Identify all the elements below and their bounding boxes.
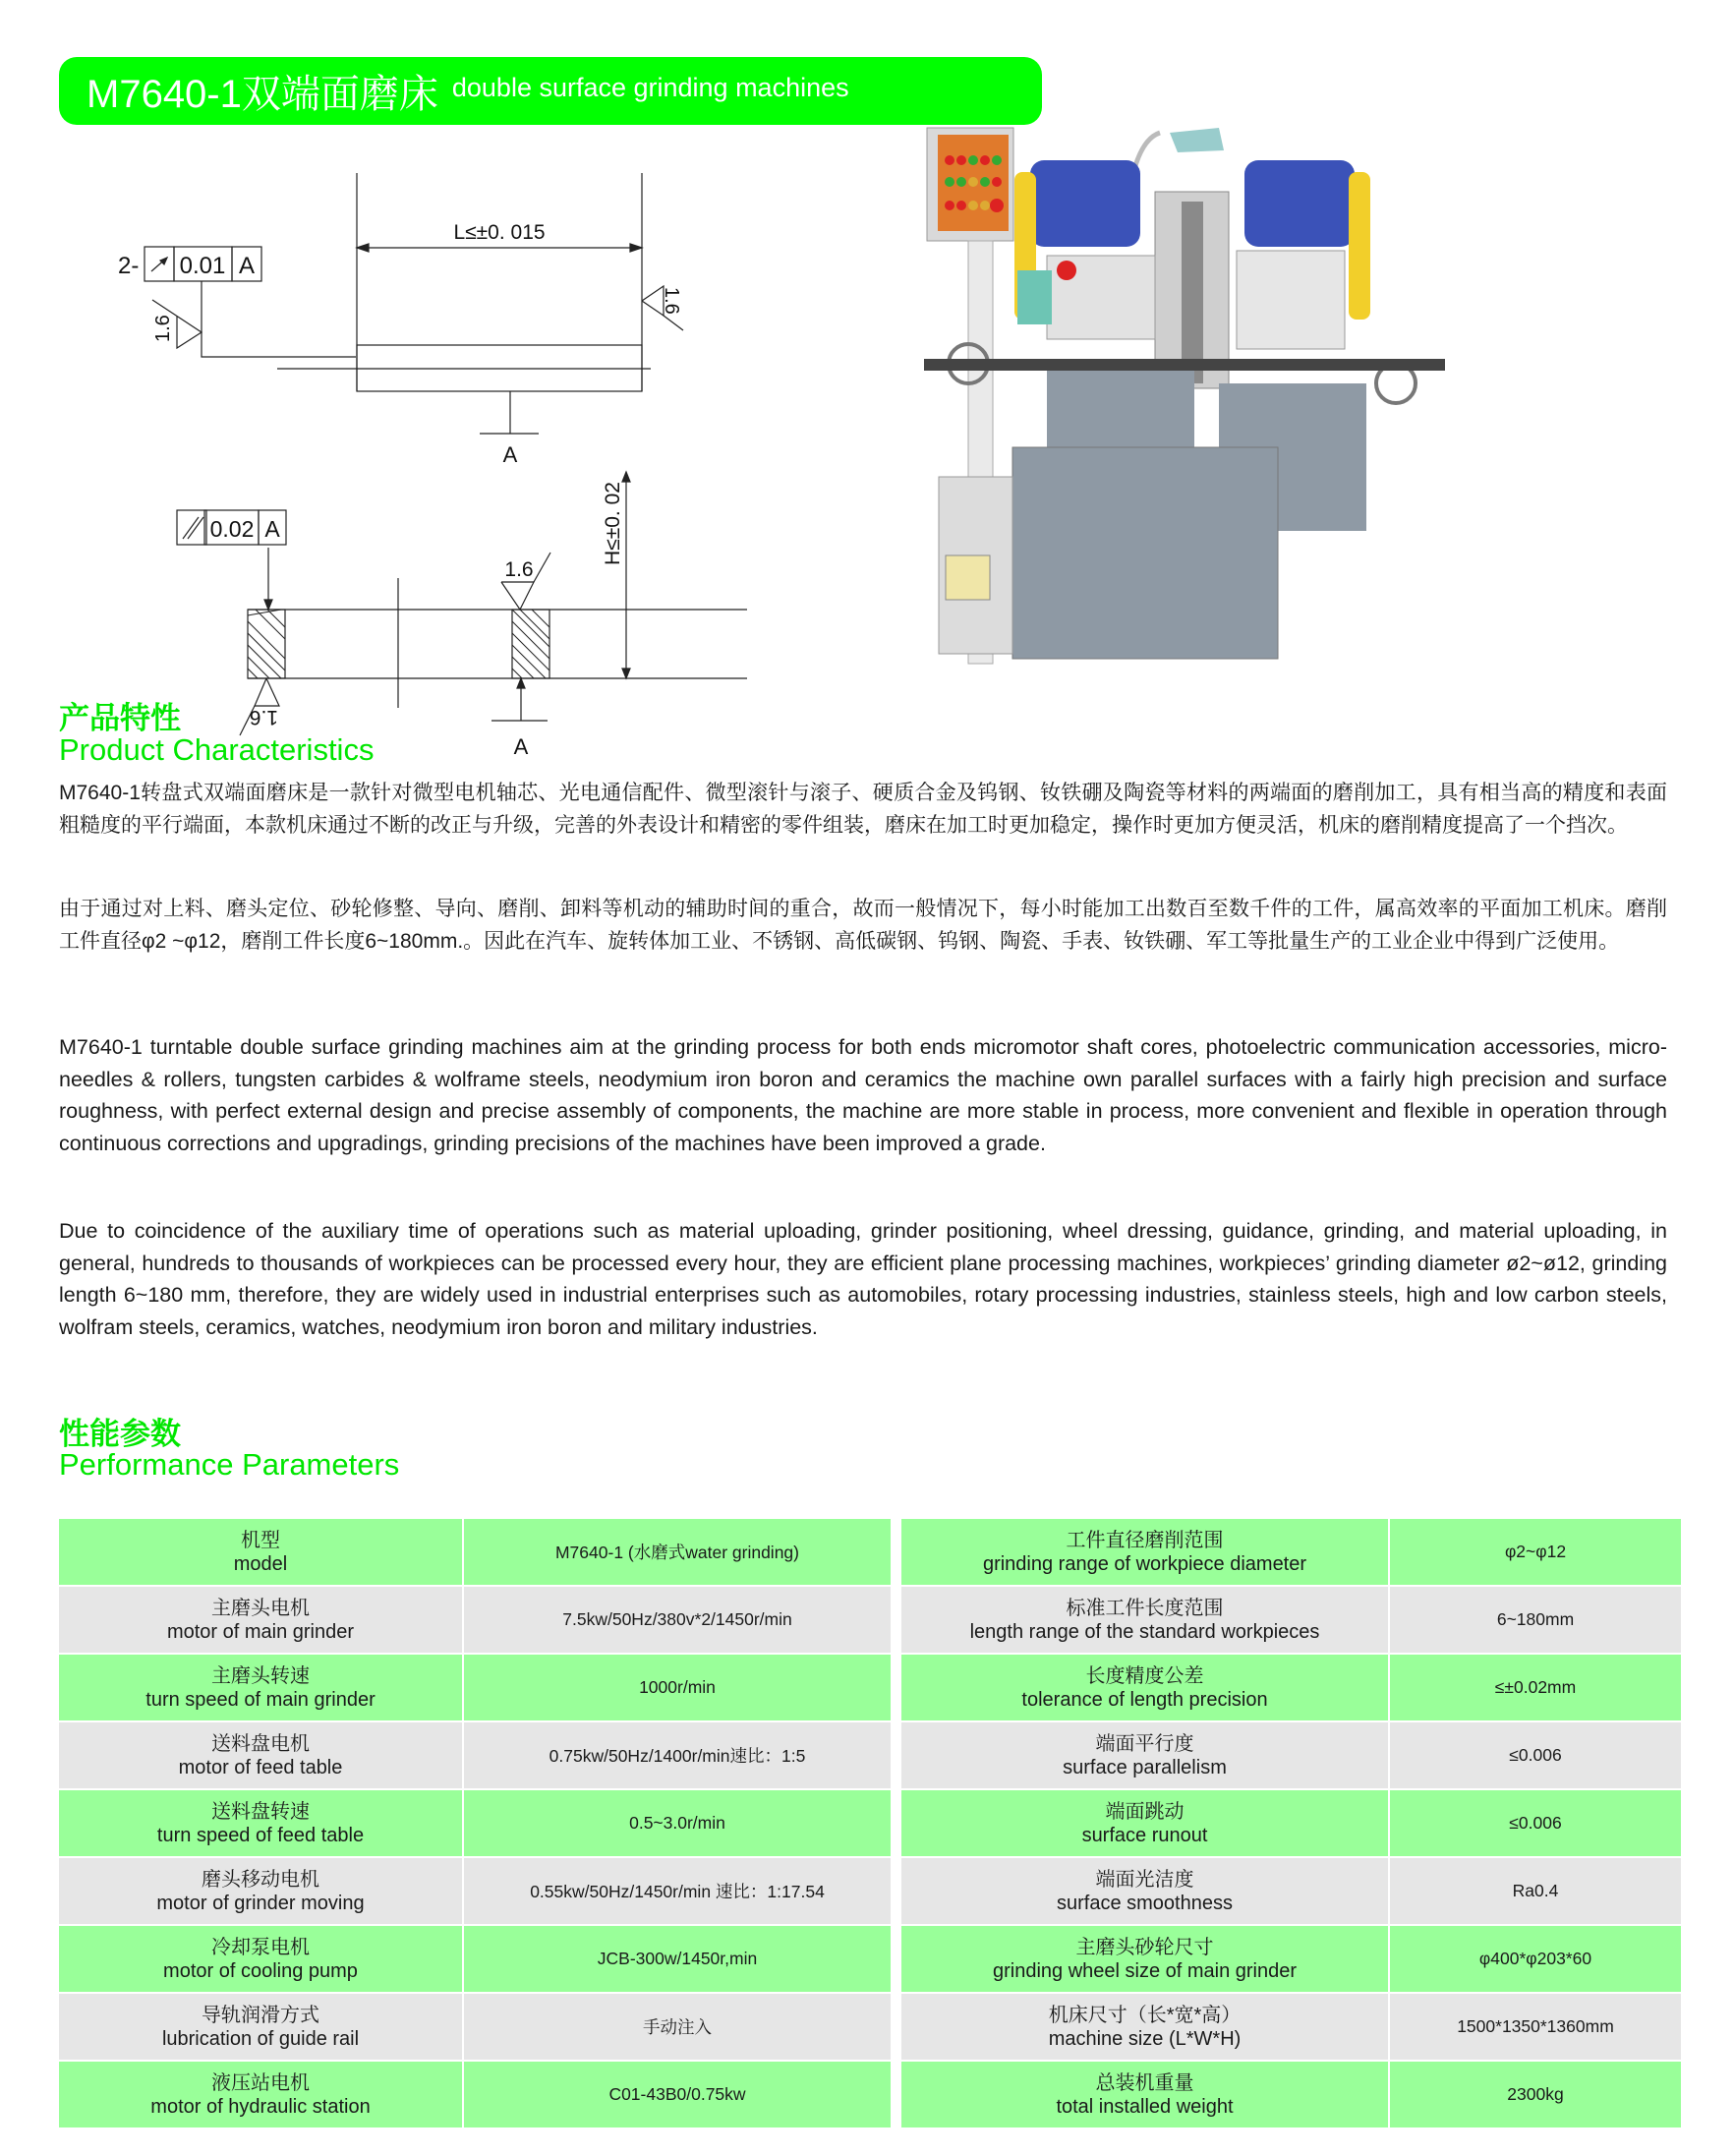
parameters-table-left: [59, 1519, 891, 2129]
param-label-en: turn speed of main grinder: [145, 1688, 376, 1711]
param-value: JCB-300w/1450r,min: [463, 1925, 891, 1993]
product-description-en-2: Due to coincidence of the auxiliary time of operations such as material uploading, grinder positioning, wheel dressing, guidance, grinding, and material uploading, in general, hundreds to thousands of workpieces can be processed every hour, they are efficient plane processing machines, workpieces’ grinding diameter ø2~ø12, grinding length 6~180 mm, therefore, they are widely used in industrial enterprises such as automobiles, rotary processing industries, stainless steels, high and low carbon steels, wolfram steels, ceramics, watches, neodymium iron boron and military industries.: [59, 1219, 1667, 1339]
roughness-top-right: 1.6: [661, 287, 682, 315]
param-label-en: model: [233, 1552, 288, 1575]
param-label-en: lubrication of guide rail: [161, 2027, 360, 2050]
param-value: 手动注入: [463, 1993, 891, 2061]
title-banner: [59, 57, 1042, 125]
machine-photo: [924, 123, 1602, 757]
param-label-zh: 主磨头电机: [211, 1597, 310, 1619]
title-zh: M7640-1双端面磨床: [87, 73, 438, 116]
param-label-en: motor of hydraulic station: [150, 2095, 371, 2118]
param-label-en: tolerance of length precision: [1021, 1688, 1268, 1711]
param-value: 7.5kw/50Hz/380v*2/1450r/min: [463, 1586, 891, 1654]
roughness-bottom-top: 1.6: [504, 558, 534, 581]
tolerance-datum-top: A: [238, 253, 256, 279]
param-label-zh: 送料盘电机: [211, 1732, 310, 1755]
param-label-zh: 标准工件长度范围: [1066, 1597, 1224, 1619]
param-label-en: grinding wheel size of main grinder: [992, 1959, 1298, 1982]
param-label-en: grinding range of workpiece diameter: [982, 1552, 1307, 1575]
param-value: ≤0.006: [1389, 1789, 1681, 1857]
param-label-zh: 冷却泵电机: [211, 1936, 310, 1958]
title-en: double surface grinding machines: [451, 73, 849, 102]
table-row: [901, 2061, 1681, 2128]
table-row: [59, 1857, 891, 1925]
table-row: [901, 1586, 1681, 1654]
param-value: 2300kg: [1389, 2061, 1681, 2128]
param-label-zh: 液压站电机: [211, 2071, 310, 2094]
param-value: ≤±0.02mm: [1389, 1654, 1681, 1721]
table-row: [59, 1993, 891, 2061]
roughness-bottom-left: 1.6: [249, 706, 278, 728]
roughness-top-left: 1.6: [152, 315, 174, 342]
param-label-zh: 磨头移动电机: [202, 1868, 319, 1891]
param-label-en: motor of main grinder: [166, 1620, 355, 1643]
param-label-en: total installed weight: [1056, 2095, 1234, 2118]
table-row: [59, 1586, 891, 1654]
table-row: [59, 1925, 891, 1993]
param-label-en: turn speed of feed table: [156, 1824, 365, 1846]
table-row: [901, 1993, 1681, 2061]
param-label-zh: 导轨润滑方式: [202, 2004, 319, 2026]
param-label-zh: 端面跳动: [1105, 1800, 1185, 1823]
param-value: ≤0.006: [1389, 1721, 1681, 1789]
param-label-zh: 工件直径磨削范围: [1066, 1529, 1224, 1551]
param-label-en: surface parallelism: [1063, 1756, 1227, 1778]
table-row: [901, 1789, 1681, 1857]
param-label-zh: 送料盘转速: [211, 1800, 310, 1823]
param-label-zh: 机型: [241, 1529, 280, 1551]
table-row: [59, 1654, 891, 1721]
param-label-zh: 长度精度公差: [1085, 1664, 1204, 1687]
param-label-zh: 主磨头转速: [211, 1664, 310, 1687]
tolerance-datum-bottom: A: [264, 516, 280, 542]
param-label-zh: 端面光洁度: [1095, 1868, 1194, 1891]
param-label-en: motor of feed table: [178, 1756, 343, 1778]
param-value: φ2~φ12: [1389, 1519, 1681, 1586]
length-dimension: L≤±0. 015: [453, 221, 546, 244]
param-value: M7640-1 (水磨式water grinding): [463, 1519, 891, 1586]
product-description-zh-2: 由于通过对上料、磨头定位、砂轮修整、导向、磨削、卸料等机动的辅助时间的重合，故而一般情况下，每小时能加工出数百至数千件的工件，属高效率的平面加工机床。磨削工件直径φ2 ~φ12，磨削工件长度6~180mm.。因此在汽车、旋转体加工业、不锈钢、高低碳钢、钨钢、陶瓷、手表、钕铁硼、军工等批量生产的工业企业中得到广泛使用。: [59, 898, 1667, 953]
param-label-en: machine size (L*W*H): [1048, 2027, 1242, 2050]
product-characteristics-heading-zh: 产品特性: [59, 701, 181, 735]
product-description-en-1: M7640-1 turntable double surface grinding machines aim at the grinding process for both ends micromotor shaft cores, photoelectric communication accessories, micro-needles & rollers, tungsten carbides & wolframe steels, neodymium iron boron and ceramics the machine own parallel surfaces with a fairly high precision and surface roughness, with perfect external design and precise assembly of components, the machine are more stable in process, more convenient and flexible in operation through continuous corrections and upgradings, grinding precisions of the machines have been improved a grade.: [59, 1035, 1667, 1155]
param-label-en: motor of grinder moving: [156, 1892, 365, 1914]
table-row: [901, 1857, 1681, 1925]
height-dimension: H≤±0. 02: [602, 482, 624, 565]
param-label-en: motor of cooling pump: [163, 1959, 358, 1982]
param-value: φ400*φ203*60: [1389, 1925, 1681, 1993]
param-label-zh: 端面平行度: [1095, 1732, 1194, 1755]
param-value: 6~180mm: [1389, 1586, 1681, 1654]
product-characteristics-heading-en: Product Characteristics: [59, 732, 375, 767]
param-value: 1000r/min: [463, 1654, 891, 1721]
param-value: 0.55kw/50Hz/1450r/min 速比：1:17.54: [463, 1857, 891, 1925]
datum-label-top: A: [502, 442, 518, 467]
datum-label-bottom: A: [513, 734, 529, 759]
table-row: [59, 2061, 891, 2128]
param-label-zh: 主磨头砂轮尺寸: [1075, 1936, 1214, 1958]
param-value: Ra0.4: [1389, 1857, 1681, 1925]
performance-parameters-heading-en: Performance Parameters: [59, 1447, 400, 1482]
parameters-table-right: [901, 1519, 1681, 2129]
table-row: [59, 1721, 891, 1789]
param-value: 0.5~3.0r/min: [463, 1789, 891, 1857]
table-row: [901, 1721, 1681, 1789]
param-label-en: length range of the standard workpieces: [969, 1620, 1320, 1643]
performance-parameters-heading-zh: 性能参数: [59, 1417, 181, 1451]
param-label-zh: 机床尺寸（长*宽*高）: [1048, 2004, 1242, 2026]
product-description-zh-1: M7640-1转盘式双端面磨床是一款针对微型电机轴芯、光电通信配件、微型滚针与滚子、硬质合金及钨钢、钕铁硼及陶瓷等材料的两端面的磨削加工，具有相当高的精度和表面粗糙度的平行端面，本款机床通过不断的改正与升级，完善的外表设计和精密的零件组装，磨床在加工时更加稳定，操作时更加方便灵活，机床的磨削精度提高了一个挡次。: [59, 782, 1667, 837]
param-value: 1500*1350*1360mm: [1389, 1993, 1681, 2061]
table-row: [59, 1519, 891, 1586]
param-value: 0.75kw/50Hz/1400r/min速比：1:5: [463, 1721, 891, 1789]
param-label-en: surface smoothness: [1057, 1892, 1233, 1914]
tolerance-value-top: 0.01: [179, 253, 226, 279]
param-label-zh: 总装机重量: [1095, 2071, 1194, 2094]
param-value: C01-43B0/0.75kw: [463, 2061, 891, 2128]
table-row: [901, 1925, 1681, 1993]
param-label-en: surface runout: [1081, 1824, 1208, 1846]
tolerance-value-bottom: 0.02: [209, 516, 255, 542]
table-row: [901, 1519, 1681, 1586]
table-row: [901, 1654, 1681, 1721]
tolerance-prefix: 2-: [118, 253, 140, 279]
table-row: [59, 1789, 891, 1857]
